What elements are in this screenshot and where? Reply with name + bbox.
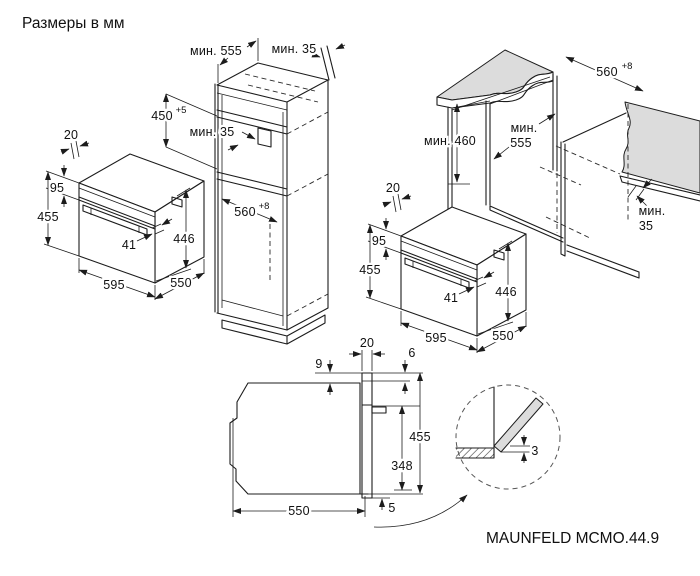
section-top-gap-label: 6 xyxy=(408,346,416,360)
base-depth-label-line1: мин. xyxy=(510,121,538,135)
cabinet-vent-slot xyxy=(258,128,271,147)
section-top-offset-label: 9 xyxy=(315,357,323,371)
page-title: Размеры в мм xyxy=(22,15,125,32)
oven-body-profile xyxy=(230,383,368,494)
worktop-surface xyxy=(437,50,553,100)
niche-height-tol-label: +5 xyxy=(175,105,187,116)
side-section-drawing xyxy=(230,336,431,518)
oven-door-section xyxy=(362,373,372,498)
cabinet-depth-label: мин. 555 xyxy=(190,44,242,58)
cabinet-plinth xyxy=(222,315,325,344)
section-bottom-gap-label: 5 xyxy=(388,501,396,515)
door-handle-section xyxy=(372,407,386,413)
section-depth-label: 550 xyxy=(288,504,310,518)
base-rear-gap-label-line1: мин. xyxy=(638,204,666,218)
cabinet-niche-width-label: 560 xyxy=(234,205,256,219)
base-niche-height-label: мин. 460 xyxy=(424,134,476,148)
model-label: MAUNFELD MCMO.44.9 xyxy=(486,530,660,547)
base-depth-label-line2: 555 xyxy=(510,136,532,150)
left-oven-drawing xyxy=(37,128,204,300)
base-niche-width-label: 560 xyxy=(596,65,618,79)
cabinet-top-rear-gap-label: мин. 35 xyxy=(271,42,317,56)
section-height-label: 455 xyxy=(409,430,431,444)
cabinet-vent-gap-label: мин. 35 xyxy=(189,125,235,139)
base-rear-gap-label-line2: 35 xyxy=(638,219,654,233)
base-niche-width-tol-label: +8 xyxy=(621,61,633,72)
wall-lines xyxy=(321,46,335,80)
section-lower-height-label: 348 xyxy=(391,459,413,473)
detail-gap-label: 3 xyxy=(531,444,539,458)
furniture-board-hatch xyxy=(456,448,494,458)
cabinet-niche-width-tol-label: +8 xyxy=(258,201,270,212)
right-oven-drawing xyxy=(359,181,526,353)
niche-height-label: 450 xyxy=(151,109,173,123)
section-door-thickness-label: 20 xyxy=(359,336,375,350)
